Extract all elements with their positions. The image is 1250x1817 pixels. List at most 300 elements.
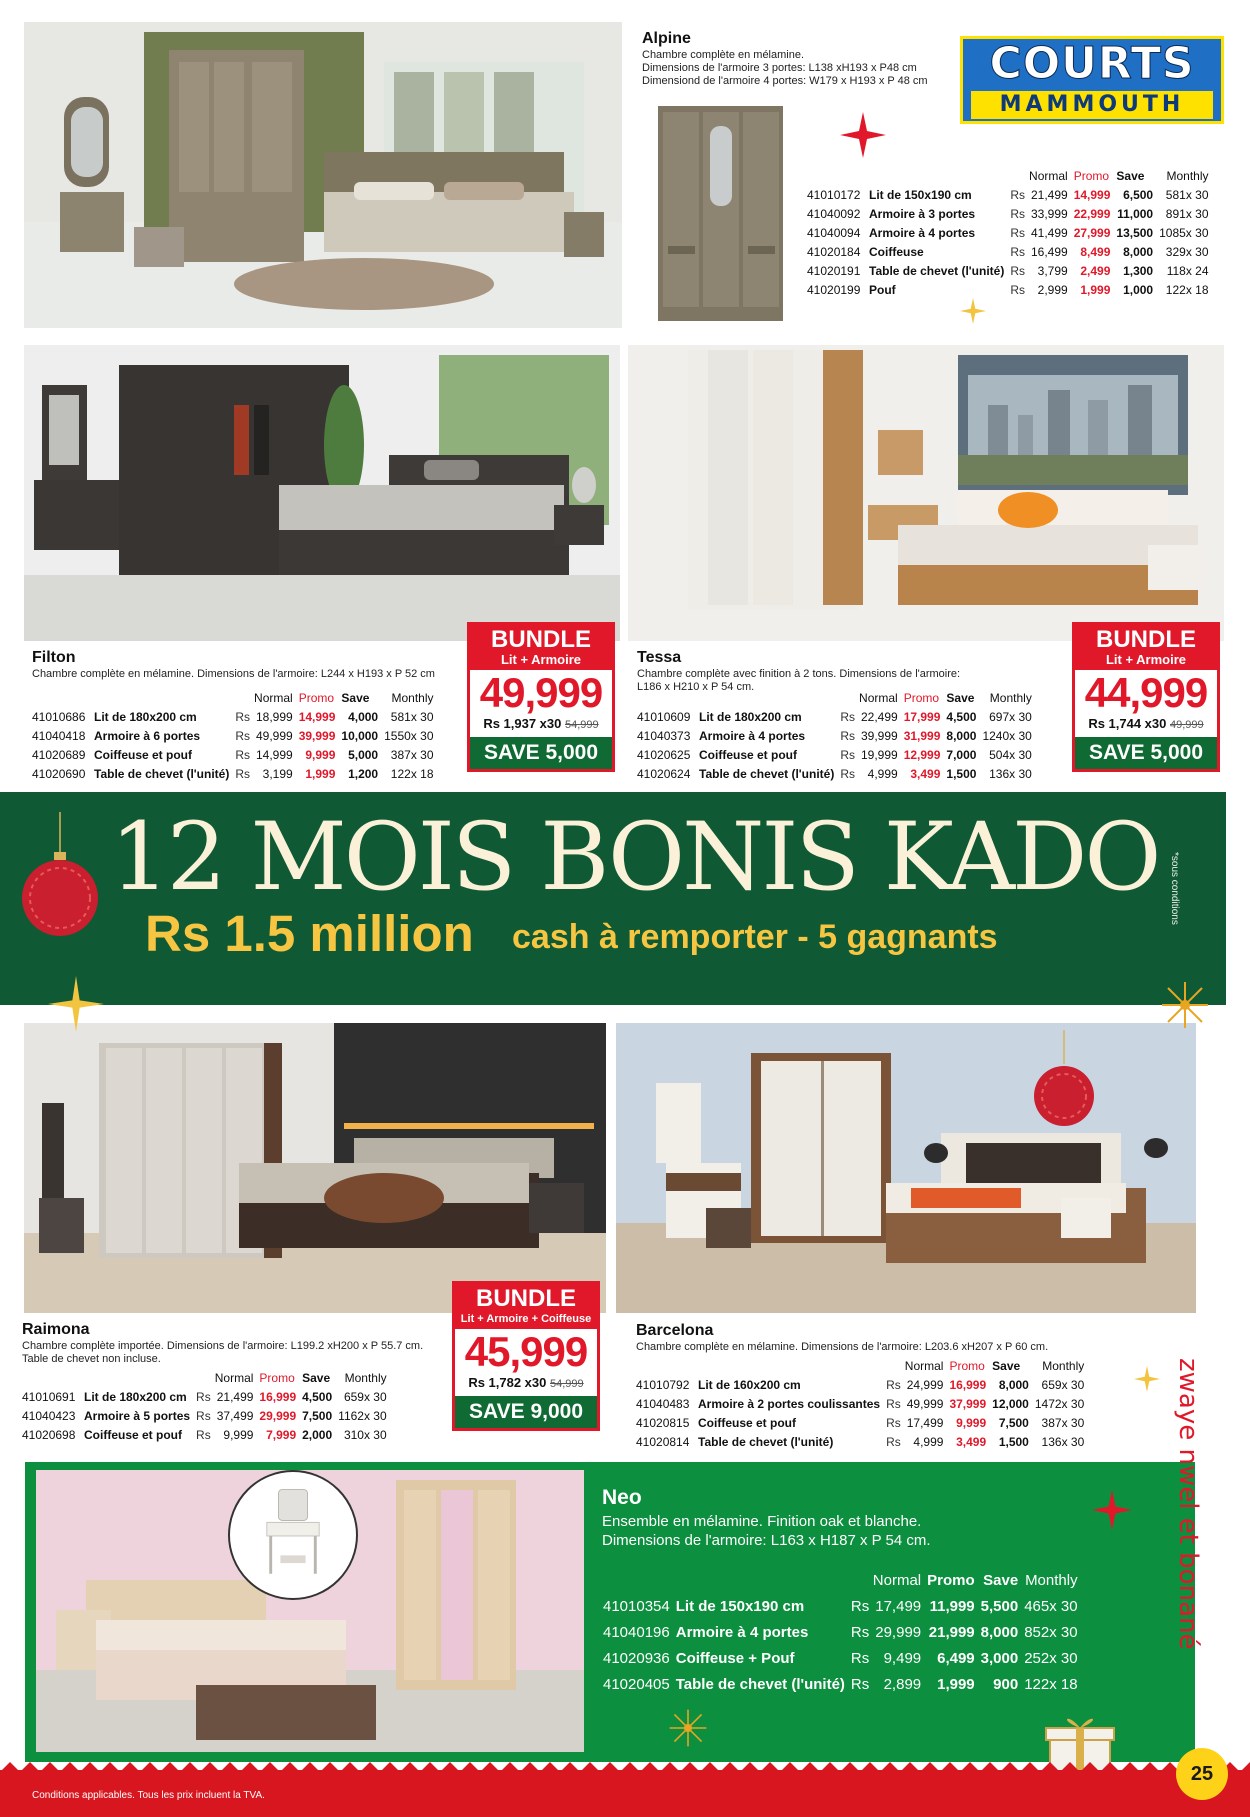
promo-price: 31,999: [903, 728, 941, 743]
table-row: [804, 185, 1212, 204]
save-amount: 7,500: [302, 1408, 333, 1423]
monthly-price: 122x 18: [1024, 1675, 1078, 1693]
currency: Rs: [1010, 206, 1025, 221]
old-price: 49,999: [1170, 719, 1204, 731]
table-row: [600, 1671, 1081, 1697]
promo-price: 14,999: [298, 709, 336, 724]
promo-price: 3,499: [956, 1434, 987, 1449]
item-code: 41020698: [22, 1427, 76, 1442]
table-row: [19, 1425, 390, 1444]
table-header: [633, 1356, 1087, 1375]
save-amount: 1,000: [1123, 282, 1154, 297]
item-name: Lit de 180x200 cm: [84, 1389, 187, 1404]
table-row: [804, 261, 1212, 280]
save-amount: 8,000: [998, 1377, 1029, 1392]
table-header: [600, 1567, 1081, 1593]
monthly-price: 387x 30: [390, 747, 434, 762]
item-code: 41010691: [22, 1389, 76, 1404]
item-name: Table de chevet (l'unité): [699, 766, 835, 781]
item-name: Lit de 180x200 cm: [699, 709, 802, 724]
save-amount: 1,300: [1123, 263, 1154, 278]
item-name: Table de chevet (l'unité): [94, 766, 230, 781]
monthly-price: 697x 30: [989, 709, 1032, 724]
table-header: [19, 1368, 390, 1387]
col-save: Save: [302, 1370, 331, 1385]
barcelona-price-table: [633, 1356, 1087, 1451]
footer: [0, 1770, 1250, 1817]
save-amount: 4,500: [946, 709, 977, 724]
normal-price: 16,499: [1031, 244, 1068, 259]
save-amount: 11,000: [1117, 206, 1154, 221]
monthly-price: 504x 30: [989, 747, 1032, 762]
col-name: [695, 1356, 883, 1375]
monthly-price: 329x 30: [1165, 244, 1209, 259]
bundle-price: 44,999: [1084, 669, 1208, 716]
save-amount: 4,000: [348, 709, 379, 724]
item-code: 41010792: [636, 1377, 690, 1392]
monthly-price: 581x 30: [390, 709, 434, 724]
red-star-icon: [840, 112, 886, 158]
bundle-title: BUNDLE: [470, 625, 612, 653]
save-amount: 10,000: [341, 728, 379, 743]
col-code: [29, 688, 91, 707]
save-amount: 8,000: [946, 728, 977, 743]
promo-price: 1,999: [1080, 282, 1111, 297]
item-code: 41020690: [32, 766, 86, 781]
item-name: Coiffeuse + Pouf: [675, 1649, 795, 1667]
bundle-title: BUNDLE: [1075, 625, 1217, 653]
normal-price: 14,999: [256, 747, 293, 762]
table-row: [29, 726, 437, 745]
col-promo: Promo: [298, 690, 335, 705]
tessa-desc-line: Chambre complète avec finition à 2 tons. Dimensions de l'armoire:: [637, 668, 961, 680]
col-name: [866, 166, 1007, 185]
monthly-price: 581x 30: [1165, 187, 1209, 202]
red-star-icon: [1092, 1490, 1132, 1530]
item-name: Lit de 180x200 cm: [94, 709, 197, 724]
currency: Rs: [235, 709, 250, 724]
item-code: 41010172: [807, 187, 861, 202]
table-row: [634, 726, 1035, 745]
table-row: [804, 242, 1212, 261]
raimona-price-table: [19, 1368, 390, 1444]
item-name: Armoire à 4 portes: [869, 225, 976, 240]
item-code: 41040418: [32, 728, 86, 743]
item-code: 41010686: [32, 709, 86, 724]
col-save: Save: [983, 1571, 1019, 1589]
promo-price: 37,999: [949, 1396, 987, 1411]
gold-star-icon: [1134, 1366, 1160, 1392]
currency: Rs: [850, 1649, 870, 1667]
currency: Rs: [840, 709, 855, 724]
promo-price: 7,999: [266, 1427, 297, 1442]
item-code: 41020625: [637, 747, 691, 762]
side-greeting: zwaye nwel et bonané: [1173, 1358, 1203, 1650]
table-row: [19, 1406, 390, 1425]
col-monthly: Monthly: [1025, 1571, 1078, 1589]
save-amount: 5,500: [980, 1597, 1019, 1615]
page-number: 25: [1176, 1748, 1228, 1800]
col-normal: Normal: [859, 690, 898, 705]
filton-bundle-badge: [467, 622, 615, 772]
currency: Rs: [1010, 282, 1025, 297]
monthly-price: 118x 24: [1166, 263, 1209, 278]
normal-price: 39,999: [861, 728, 898, 743]
alpine-desc-line: Chambre complète en mélamine.: [642, 49, 805, 61]
save-amount: 7,000: [946, 747, 977, 762]
table-row: [633, 1375, 1087, 1394]
table-row: [633, 1432, 1087, 1451]
table-header: [634, 688, 1035, 707]
monthly-price: 852x 30: [1024, 1623, 1078, 1641]
neo-name: Neo: [602, 1486, 642, 1509]
col-code: [804, 166, 866, 185]
barcelona-desc-line: Chambre complète en mélamine. Dimensions de l'armoire: L203.6 xH207 x P 60 cm.: [636, 1341, 1049, 1353]
monthly-price: 122x 18: [1165, 282, 1209, 297]
bundle-save: SAVE 5,000: [470, 737, 612, 769]
item-code: 41020689: [32, 747, 86, 762]
col-code: [600, 1567, 673, 1593]
banner-money: Rs 1.5 million: [145, 905, 474, 962]
promo-price: 1,999: [305, 766, 336, 781]
logo-line1: COURTS: [989, 38, 1195, 89]
table-row: [634, 707, 1035, 726]
table-header: [29, 688, 437, 707]
monthly-price: 659x 30: [1041, 1377, 1085, 1392]
neo-desc: [602, 1512, 931, 1550]
table-row: [634, 745, 1035, 764]
currency: Rs: [886, 1415, 901, 1430]
normal-price: 41,499: [1031, 225, 1068, 240]
col-promo: Promo: [903, 690, 940, 705]
old-price: 54,999: [550, 1378, 584, 1390]
item-name: Coiffeuse et pouf: [84, 1427, 182, 1442]
normal-price: 9,499: [883, 1649, 922, 1667]
monthly-price: 1472x 30: [1034, 1396, 1085, 1411]
table-row: [804, 280, 1212, 299]
item-code: 41020815: [636, 1415, 690, 1430]
normal-price: 21,499: [216, 1389, 254, 1404]
currency: Rs: [886, 1434, 901, 1449]
col-normal: Normal: [872, 1571, 922, 1589]
col-save: Save: [341, 690, 370, 705]
normal-price: 18,999: [256, 709, 293, 724]
promo-price: 21,999: [928, 1623, 975, 1641]
alpine-desc-line: Dimensiond de l'armoire 4 portes: W179 x H193 x P 48 cm: [642, 75, 928, 87]
promo-price: 27,999: [1073, 225, 1111, 240]
barcelona-photo: [616, 1023, 1196, 1313]
save-amount: 1,500: [946, 766, 977, 781]
currency: Rs: [850, 1597, 870, 1615]
snowflake-icon: [1160, 980, 1210, 1030]
normal-price: 3,799: [1037, 263, 1068, 278]
item-name: Coiffeuse et pouf: [698, 1415, 796, 1430]
promo-price: 9,999: [956, 1415, 987, 1430]
banner-money-detail: cash à remporter - 5 gagnants: [512, 918, 998, 956]
bundle-subtitle: Lit + Armoire: [1075, 653, 1217, 670]
normal-price: 17,499: [875, 1597, 922, 1615]
item-name: Pouf: [869, 282, 896, 297]
col-save: Save: [1116, 168, 1145, 183]
save-amount: 1,200: [348, 766, 379, 781]
tessa-price-table: [634, 688, 1035, 783]
currency: Rs: [840, 766, 855, 781]
item-name: Armoire à 4 portes: [675, 1623, 809, 1641]
col-promo: Promo: [949, 1358, 985, 1373]
promo-banner: [0, 792, 1226, 1005]
alpine-price-table: [804, 166, 1212, 299]
currency: Rs: [840, 728, 855, 743]
save-amount: 900: [993, 1675, 1019, 1693]
item-name: Armoire à 3 portes: [869, 206, 976, 221]
alpine-desc: [642, 49, 928, 88]
item-name: Lit de 150x190 cm: [869, 187, 972, 202]
currency: Rs: [235, 728, 250, 743]
alpine-name: Alpine: [642, 30, 691, 47]
bundle-installment: [1075, 716, 1217, 733]
banner-title: 12 MOIS BONIS KADO: [110, 803, 1159, 912]
col-normal: Normal: [1029, 168, 1068, 183]
promo-price: 8,499: [1080, 244, 1111, 259]
item-code: 41020184: [807, 244, 861, 259]
item-name: Table de chevet (l'unité): [698, 1434, 834, 1449]
neo-price-table: [600, 1567, 1081, 1697]
monthly-price: 1550x 30: [384, 728, 434, 743]
item-name: Armoire à 5 portes: [84, 1408, 191, 1423]
col-code: [19, 1368, 81, 1387]
col-normal: Normal: [254, 690, 293, 705]
normal-price: 4,999: [867, 766, 898, 781]
filton-desc-line: Chambre complète en mélamine. Dimensions de l'armoire: L244 x H193 x P 52 cm: [32, 668, 435, 680]
table-row: [600, 1593, 1081, 1619]
monthly-price: 1240x 30: [982, 728, 1032, 743]
normal-price: 37,499: [216, 1408, 254, 1423]
col-name: [81, 1368, 193, 1387]
ornament-icon: [1032, 1030, 1096, 1130]
promo-price: 29,999: [259, 1408, 297, 1423]
promo-price: 17,999: [903, 709, 941, 724]
banner-conditions: *sous conditions: [1169, 852, 1180, 925]
tessa-photo: [628, 345, 1224, 641]
old-price: 54,999: [565, 719, 599, 731]
promo-price: 11,999: [929, 1597, 975, 1615]
filton-price-table: [29, 688, 437, 783]
monthly-price: 891x 30: [1165, 206, 1209, 221]
col-normal: Normal: [904, 1358, 944, 1373]
ornament-icon: [18, 812, 102, 942]
normal-price: 17,499: [906, 1415, 944, 1430]
gold-star-icon: [48, 976, 104, 1032]
table-row: [600, 1645, 1081, 1671]
table-row: [804, 204, 1212, 223]
monthly-price: 122x 18: [390, 766, 434, 781]
currency: Rs: [1010, 187, 1025, 202]
promo-price: 39,999: [298, 728, 336, 743]
col-promo: Promo: [259, 1370, 295, 1385]
monthly-price: 252x 30: [1024, 1649, 1078, 1667]
bundle-subtitle: Lit + Armoire: [470, 653, 612, 670]
gold-star-icon: [960, 298, 986, 324]
item-code: 41040373: [637, 728, 691, 743]
promo-price: 16,999: [259, 1389, 297, 1404]
courts-mammouth-logo: [960, 36, 1224, 124]
promo-price: 14,999: [1073, 187, 1111, 202]
item-name: Coiffeuse et pouf: [699, 747, 797, 762]
table-row: [29, 745, 437, 764]
table-row: [633, 1394, 1087, 1413]
item-code: 41020199: [807, 282, 861, 297]
save-amount: 6,500: [1123, 187, 1154, 202]
col-monthly: Monthly: [344, 1370, 387, 1385]
currency: Rs: [1010, 263, 1025, 278]
item-code: 41040196: [603, 1623, 670, 1641]
table-row: [29, 707, 437, 726]
item-code: 41010354: [603, 1597, 670, 1615]
neo-desc-line: Dimensions de l'armoire: L163 x H187 x P 54 cm.: [602, 1532, 931, 1549]
item-code: 41040092: [807, 206, 861, 221]
save-amount: 4,500: [302, 1389, 333, 1404]
item-name: Lit de 150x190 cm: [675, 1597, 805, 1615]
save-amount: 7,500: [998, 1415, 1029, 1430]
currency: Rs: [196, 1427, 211, 1442]
item-code: 41020191: [807, 263, 861, 278]
raimona-bundle-badge: [452, 1281, 600, 1431]
currency: Rs: [1010, 244, 1025, 259]
save-amount: 3,000: [980, 1649, 1019, 1667]
tessa-name: Tessa: [637, 649, 682, 666]
neo-desc-line: Ensemble en mélamine. Finition oak et blanche.: [602, 1513, 922, 1530]
bundle-installment: [455, 1375, 597, 1392]
raimona-photo: [24, 1023, 606, 1313]
item-name: Table de chevet (l'unité): [675, 1675, 845, 1693]
normal-price: 4,999: [913, 1434, 944, 1449]
item-code: 41020624: [637, 766, 691, 781]
item-code: 41040094: [807, 225, 861, 240]
normal-price: 2,999: [1037, 282, 1068, 297]
currency: Rs: [886, 1396, 901, 1411]
raimona-desc-line: Table de chevet non incluse.: [22, 1353, 161, 1365]
tessa-bundle-badge: [1072, 622, 1220, 772]
currency: Rs: [196, 1389, 211, 1404]
col-code: [633, 1356, 695, 1375]
save-amount: 13,500: [1116, 225, 1154, 240]
col-name: [696, 688, 837, 707]
item-code: 41020814: [636, 1434, 690, 1449]
save-amount: 8,000: [980, 1623, 1019, 1641]
currency: Rs: [1010, 225, 1025, 240]
save-amount: 5,000: [348, 747, 379, 762]
col-monthly: Monthly: [1042, 1358, 1085, 1373]
currency: Rs: [850, 1675, 870, 1693]
item-code: 41020936: [603, 1649, 670, 1667]
normal-price: 24,999: [906, 1377, 944, 1392]
currency: Rs: [850, 1623, 870, 1641]
alpine-photo: [24, 22, 622, 328]
table-row: [29, 764, 437, 783]
monthly-price: 1085x 30: [1159, 225, 1209, 240]
normal-price: 29,999: [875, 1623, 922, 1641]
table-row: [634, 764, 1035, 783]
monthly-price: 387x 30: [1041, 1415, 1085, 1430]
normal-price: 49,999: [906, 1396, 944, 1411]
item-code: 41040423: [22, 1408, 76, 1423]
filton-name: Filton: [32, 649, 76, 666]
item-name: Coiffeuse et pouf: [94, 747, 192, 762]
bundle-price: 49,999: [479, 669, 603, 716]
promo-price: 12,999: [903, 747, 941, 762]
bundle-save: SAVE 9,000: [455, 1396, 597, 1428]
barcelona-name: Barcelona: [636, 1322, 714, 1339]
installment-amount: Rs 1,744 x30: [1088, 716, 1167, 731]
save-amount: 1,500: [998, 1434, 1029, 1449]
table-row: [633, 1413, 1087, 1432]
promo-price: 9,999: [305, 747, 336, 762]
normal-price: 3,199: [262, 766, 293, 781]
normal-price: 21,499: [1031, 187, 1068, 202]
col-monthly: Monthly: [1166, 168, 1209, 183]
item-name: Coiffeuse: [869, 244, 924, 259]
monthly-price: 659x 30: [343, 1389, 387, 1404]
item-code: 41040483: [636, 1396, 690, 1411]
currency: Rs: [886, 1377, 901, 1392]
filton-photo: [24, 345, 620, 641]
snowflake-icon: [668, 1708, 708, 1748]
installment-amount: Rs 1,782 x30: [468, 1375, 547, 1390]
neo-dressing-inset: [228, 1470, 358, 1600]
normal-price: 9,999: [223, 1427, 254, 1442]
alpine-desc-line: Dimensions de l'armoire 3 portes: L138 xH193 x P48 cm: [642, 62, 917, 74]
item-name: Armoire à 4 portes: [699, 728, 806, 743]
raimona-desc: [22, 1340, 423, 1366]
item-name: Armoire à 6 portes: [94, 728, 201, 743]
bundle-save: SAVE 5,000: [1075, 737, 1217, 769]
promo-price: 6,499: [937, 1649, 975, 1667]
tessa-desc-line: L186 x H210 x P 54 cm.: [637, 681, 755, 693]
currency: Rs: [840, 747, 855, 762]
currency: Rs: [196, 1408, 211, 1423]
save-amount: 2,000: [302, 1427, 333, 1442]
item-name: Table de chevet (l'unité): [869, 263, 1005, 278]
col-promo: Promo: [927, 1571, 975, 1589]
table-row: [19, 1387, 390, 1406]
col-name: [673, 1567, 848, 1593]
save-amount: 12,000: [992, 1396, 1029, 1411]
currency: Rs: [235, 747, 250, 762]
col-name: [91, 688, 232, 707]
promo-price: 1,999: [937, 1675, 975, 1693]
item-code: 41020405: [603, 1675, 670, 1693]
bundle-installment: [470, 716, 612, 733]
col-normal: Normal: [214, 1370, 254, 1385]
barcelona-desc: [636, 1341, 1048, 1354]
col-save: Save: [992, 1358, 1021, 1373]
currency: Rs: [235, 766, 250, 781]
table-row: [600, 1619, 1081, 1645]
installment-amount: Rs 1,937 x30: [483, 716, 562, 731]
monthly-price: 1162x 30: [338, 1408, 387, 1423]
bundle-subtitle: Lit + Armoire + Coiffeuse: [455, 1312, 597, 1329]
promo-price: 3,499: [910, 766, 941, 781]
table-header: [804, 166, 1212, 185]
bundle-price: 45,999: [464, 1328, 588, 1375]
normal-price: 2,899: [883, 1675, 922, 1693]
col-promo: Promo: [1073, 168, 1110, 183]
raimona-name: Raimona: [22, 1321, 90, 1338]
item-code: 41010609: [637, 709, 691, 724]
normal-price: 22,499: [861, 709, 898, 724]
monthly-price: 310x 30: [343, 1427, 387, 1442]
col-save: Save: [946, 690, 975, 705]
